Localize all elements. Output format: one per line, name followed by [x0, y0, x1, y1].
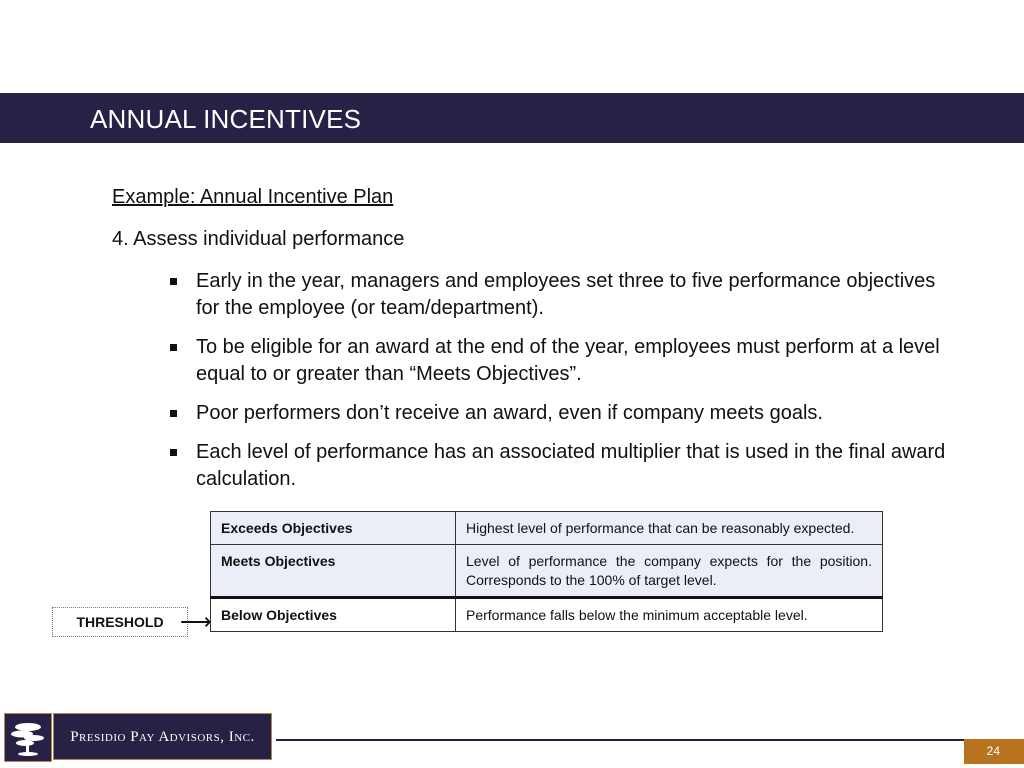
- table-row: [211, 598, 883, 632]
- description-cell: Level of performance the company expects for the position. Corresponds to the 100% of target level.: [456, 545, 883, 598]
- bullet-item: [170, 439, 960, 493]
- level-cell: Exceeds Objectives: [211, 512, 456, 545]
- company-name: Presidio Pay Advisors, Inc.: [70, 729, 255, 745]
- square-bullet-icon: [170, 278, 177, 285]
- table-row: [211, 545, 883, 598]
- bullet-text: Each level of performance has an associated multiplier that is used in the final award calculation.: [196, 441, 946, 490]
- bullet-item: [170, 334, 960, 388]
- level-cell: Meets Objectives: [211, 545, 456, 598]
- footer-divider: [276, 739, 964, 741]
- square-bullet-icon: [170, 410, 177, 417]
- performance-levels-table: [210, 511, 883, 632]
- square-bullet-icon: [170, 449, 177, 456]
- page-number-badge: [964, 739, 1024, 764]
- page-number: 24: [986, 744, 1000, 758]
- threshold-label: THRESHOLD: [52, 607, 188, 637]
- bullet-item: [170, 268, 960, 322]
- step-heading: 4. Assess individual performance: [112, 228, 405, 250]
- table-row: [211, 512, 883, 545]
- right-arrow-icon: ⟶: [180, 609, 212, 634]
- example-subtitle: Example: Annual Incentive Plan: [112, 186, 394, 208]
- level-cell: Below Objectives: [211, 598, 456, 632]
- bullet-list: [170, 268, 960, 505]
- square-bullet-icon: [170, 344, 177, 351]
- title-bar: [0, 93, 1024, 143]
- description-cell: Highest level of performance that can be reasonably expected.: [456, 512, 883, 545]
- bullet-item: [170, 400, 960, 427]
- company-logo: [4, 713, 274, 762]
- bullet-text: To be eligible for an award at the end of the year, employees must perform at a level equal to or greater than “Meets Objectives”.: [196, 336, 940, 385]
- bullet-text: Poor performers don’t receive an award, even if company meets goals.: [196, 402, 823, 424]
- slide-title: ANNUAL INCENTIVES: [90, 104, 362, 134]
- tree-icon: [4, 713, 52, 762]
- company-name-box: [53, 713, 272, 760]
- bullet-text: Early in the year, managers and employees set three to five performance objectives for the employee (or team/department).: [196, 270, 936, 319]
- description-cell: Performance falls below the minimum acceptable level.: [456, 598, 883, 632]
